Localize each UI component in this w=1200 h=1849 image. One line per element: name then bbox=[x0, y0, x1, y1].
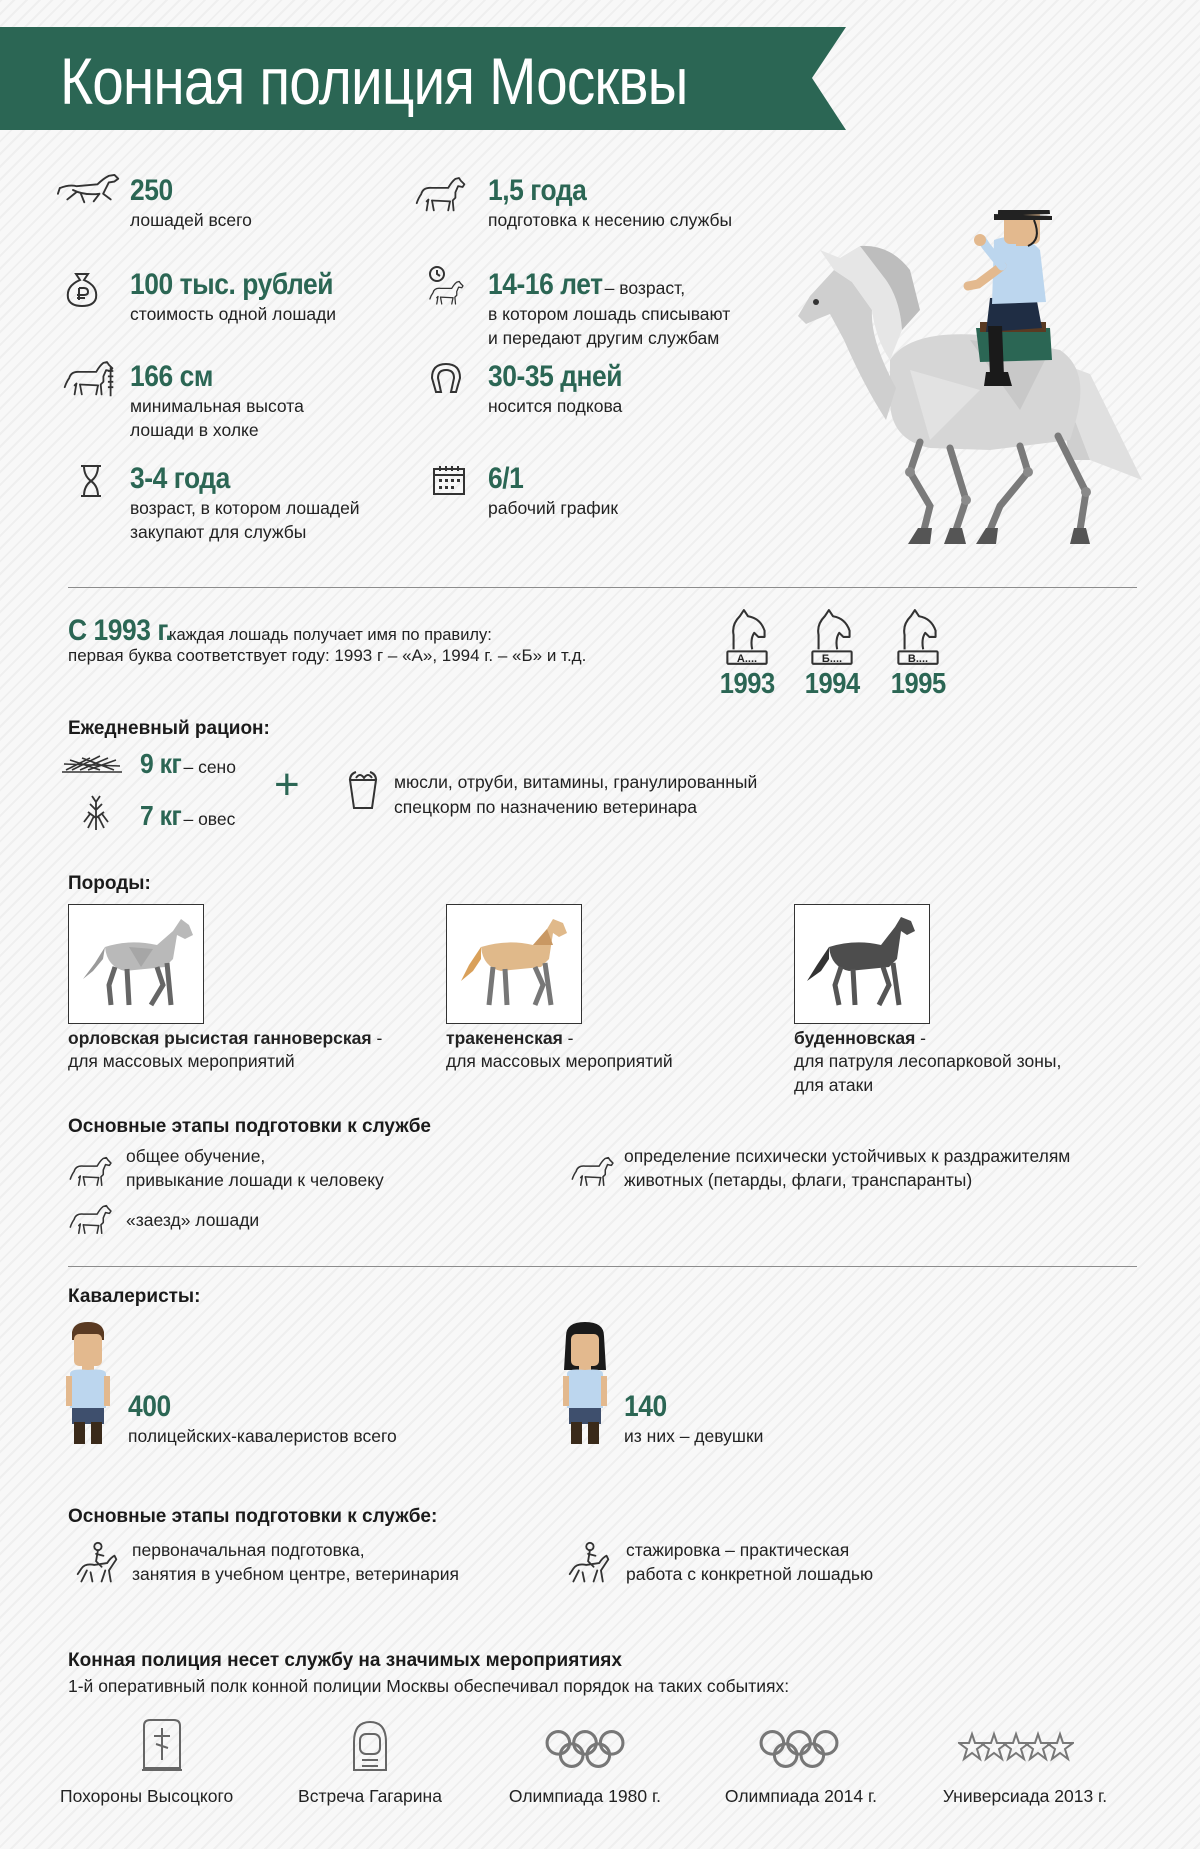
stat-desc: минимальная высота лошади в холке bbox=[130, 396, 304, 440]
beige-horse-icon bbox=[447, 905, 581, 1023]
stat-value: 6/1 bbox=[488, 462, 524, 495]
naming-letter: Б.... bbox=[821, 653, 843, 665]
breed-budyonny bbox=[794, 1028, 1124, 1097]
ration-extra: мюсли, отруби, витамины, гранулированный спецкорм по назначению ветеринара bbox=[394, 772, 758, 817]
galloping-horse-icon bbox=[56, 170, 122, 210]
naming-year: 1994 bbox=[804, 668, 860, 700]
horse-icon bbox=[570, 1156, 616, 1190]
event-olympics-1980: Олимпиада 1980 г. bbox=[508, 1786, 662, 1806]
page-title: Конная полиция Москвы bbox=[60, 44, 688, 118]
ration-hay-note: – сено bbox=[183, 757, 236, 777]
stat-work-schedule bbox=[488, 462, 618, 520]
grave-cross-icon bbox=[140, 1718, 184, 1772]
naming-letter: А.... bbox=[736, 653, 758, 665]
horse-training-title: Основные этапы подготовки к службе bbox=[68, 1116, 431, 1137]
stat-desc: лошадей всего bbox=[130, 210, 252, 230]
hourglass-icon bbox=[78, 464, 104, 498]
naming-year: 1995 bbox=[890, 668, 946, 700]
ration-hay-value: 9 кг bbox=[140, 748, 182, 779]
ration-oats-value: 7 кг bbox=[140, 800, 182, 831]
female-officer-icon bbox=[562, 1322, 608, 1449]
bucket-icon bbox=[346, 770, 380, 810]
plus-sign: + bbox=[274, 760, 300, 809]
hay-icon bbox=[60, 752, 124, 774]
stat-value: 3-4 года bbox=[130, 462, 230, 495]
cavalry-women bbox=[624, 1390, 763, 1448]
dark-horse-icon bbox=[795, 905, 929, 1023]
event-vysotsky-funeral: Похороны Высоцкого bbox=[60, 1786, 234, 1806]
olympic-rings-icon bbox=[544, 1728, 626, 1770]
naming-text-1: каждая лошадь получает имя по правилу: bbox=[168, 626, 492, 644]
stat-value: 100 тыс. рублей bbox=[130, 268, 334, 301]
naming-year-1994 bbox=[797, 608, 867, 701]
stat-desc: рабочий график bbox=[488, 498, 619, 518]
events-subtitle: 1-й оперативный полк конной полиции Москвы обеспечивал порядок на таких событиях: bbox=[68, 1676, 790, 1696]
breed-desc: для патруля лесопарковой зоны, для атаки bbox=[794, 1051, 1062, 1095]
stat-desc: подготовка к несению службы bbox=[488, 210, 733, 230]
naming-text-2: первая буква соответствует году: 1993 г – «А», 1994 г. – «Б» и т.д. bbox=[68, 646, 587, 665]
astronaut-helmet-icon bbox=[348, 1716, 392, 1774]
oats-icon bbox=[80, 792, 114, 832]
cavalry-total-value: 400 bbox=[128, 1390, 171, 1423]
stat-desc: в котором лошадь списывают и передают другим службам bbox=[488, 304, 731, 348]
horse-icon bbox=[68, 1204, 114, 1238]
horse-clock-icon bbox=[424, 264, 474, 312]
horse-training-step-2: определение психически устойчивых к раздражителям животных (петарды, флаги, транспаранты) bbox=[624, 1146, 1071, 1190]
cavalry-total bbox=[128, 1390, 397, 1448]
events-title: Конная полиция несет службу на значимых мероприятиях bbox=[68, 1650, 622, 1671]
breed-card-orlov bbox=[68, 904, 204, 1024]
breed-name: буденновская bbox=[794, 1028, 916, 1048]
naming-year-1995 bbox=[883, 608, 953, 701]
stat-note: – возраст, bbox=[604, 278, 686, 298]
stat-horseshoe-duration bbox=[488, 360, 640, 418]
cavalry-women-desc: из них – девушки bbox=[624, 1426, 764, 1446]
male-officer-icon bbox=[66, 1322, 110, 1449]
horse-height-icon bbox=[62, 360, 116, 400]
olympic-rings-icon bbox=[758, 1728, 840, 1770]
naming-letter: В.... bbox=[907, 653, 929, 665]
naming-year-1993 bbox=[712, 608, 782, 701]
breed-name: тракененская bbox=[446, 1028, 563, 1048]
stat-horse-cost bbox=[130, 268, 361, 326]
horse-training-step-3: «заезд» лошади bbox=[126, 1210, 260, 1230]
title-banner bbox=[0, 27, 850, 130]
stat-training-duration bbox=[488, 174, 732, 232]
rider-training-step-1: первоначальная подготовка, занятия в учебном центре, ветеринария bbox=[132, 1540, 460, 1584]
rider-training-step-2: стажировка – практическая работа с конкретной лошадью bbox=[626, 1540, 874, 1584]
stars-icon bbox=[958, 1730, 1074, 1766]
stat-value: 166 см bbox=[130, 360, 213, 393]
cavalry-total-desc: полицейских-кавалеристов всего bbox=[128, 1426, 397, 1446]
horse-training-step-1: общее обучение, привыкание лошади к человеку bbox=[126, 1146, 384, 1190]
ration-title: Ежедневный рацион: bbox=[68, 718, 270, 739]
breed-orlov bbox=[68, 1028, 428, 1073]
stat-desc: носится подкова bbox=[488, 396, 623, 416]
horse-icon bbox=[68, 1156, 114, 1190]
naming-year: 1993 bbox=[719, 668, 775, 700]
cavalry-title: Кавалеристы: bbox=[68, 1286, 201, 1307]
breed-trakehner bbox=[446, 1028, 766, 1073]
stat-purchase-age bbox=[130, 462, 360, 544]
rider-icon bbox=[566, 1540, 612, 1588]
breed-suffix: - bbox=[562, 1028, 574, 1048]
divider bbox=[68, 1266, 1137, 1267]
event-gagarin-welcome: Встреча Гагарина bbox=[298, 1786, 442, 1806]
horse-icon bbox=[414, 176, 468, 216]
stat-value: 14-16 лет bbox=[488, 268, 603, 301]
ration-oats-note: – овес bbox=[183, 809, 236, 829]
event-olympics-2014: Олимпиада 2014 г. bbox=[724, 1786, 878, 1806]
naming-lead: С 1993 г. bbox=[68, 614, 173, 647]
breed-name: орловская рысистая ганноверская bbox=[68, 1028, 372, 1048]
divider bbox=[68, 587, 1137, 588]
breed-desc: для массовых мероприятий bbox=[68, 1051, 295, 1071]
stat-desc: стоимость одной лошади bbox=[130, 304, 337, 324]
naming-rule bbox=[68, 614, 728, 666]
cavalry-women-value: 140 bbox=[624, 1390, 667, 1423]
calendar-icon bbox=[432, 464, 466, 496]
ruble-bag-icon bbox=[62, 268, 102, 308]
breed-card-trakehner bbox=[446, 904, 582, 1024]
stat-retirement-age bbox=[488, 268, 730, 350]
stat-desc: возраст, в котором лошадей закупают для службы bbox=[130, 498, 360, 542]
breed-suffix: - bbox=[371, 1028, 383, 1048]
ration-hay bbox=[140, 748, 236, 780]
breed-desc: для массовых мероприятий bbox=[446, 1051, 673, 1071]
stat-value: 30-35 дней bbox=[488, 360, 623, 393]
stat-value: 250 bbox=[130, 174, 173, 207]
stat-horses-total bbox=[130, 174, 252, 232]
breeds-title: Породы: bbox=[68, 873, 151, 894]
grey-horse-icon bbox=[69, 905, 203, 1023]
stat-value: 1,5 года bbox=[488, 174, 587, 207]
rider-on-horse-illustration bbox=[790, 210, 1150, 590]
horseshoe-icon bbox=[428, 360, 464, 396]
breed-card-budyonny bbox=[794, 904, 930, 1024]
rider-training-title: Основные этапы подготовки к службе: bbox=[68, 1506, 438, 1527]
ration-oats bbox=[140, 800, 235, 832]
stat-min-height bbox=[130, 360, 304, 442]
rider-icon bbox=[74, 1540, 120, 1588]
event-universiade-2013: Универсиада 2013 г. bbox=[942, 1786, 1108, 1806]
breed-suffix: - bbox=[915, 1028, 927, 1048]
